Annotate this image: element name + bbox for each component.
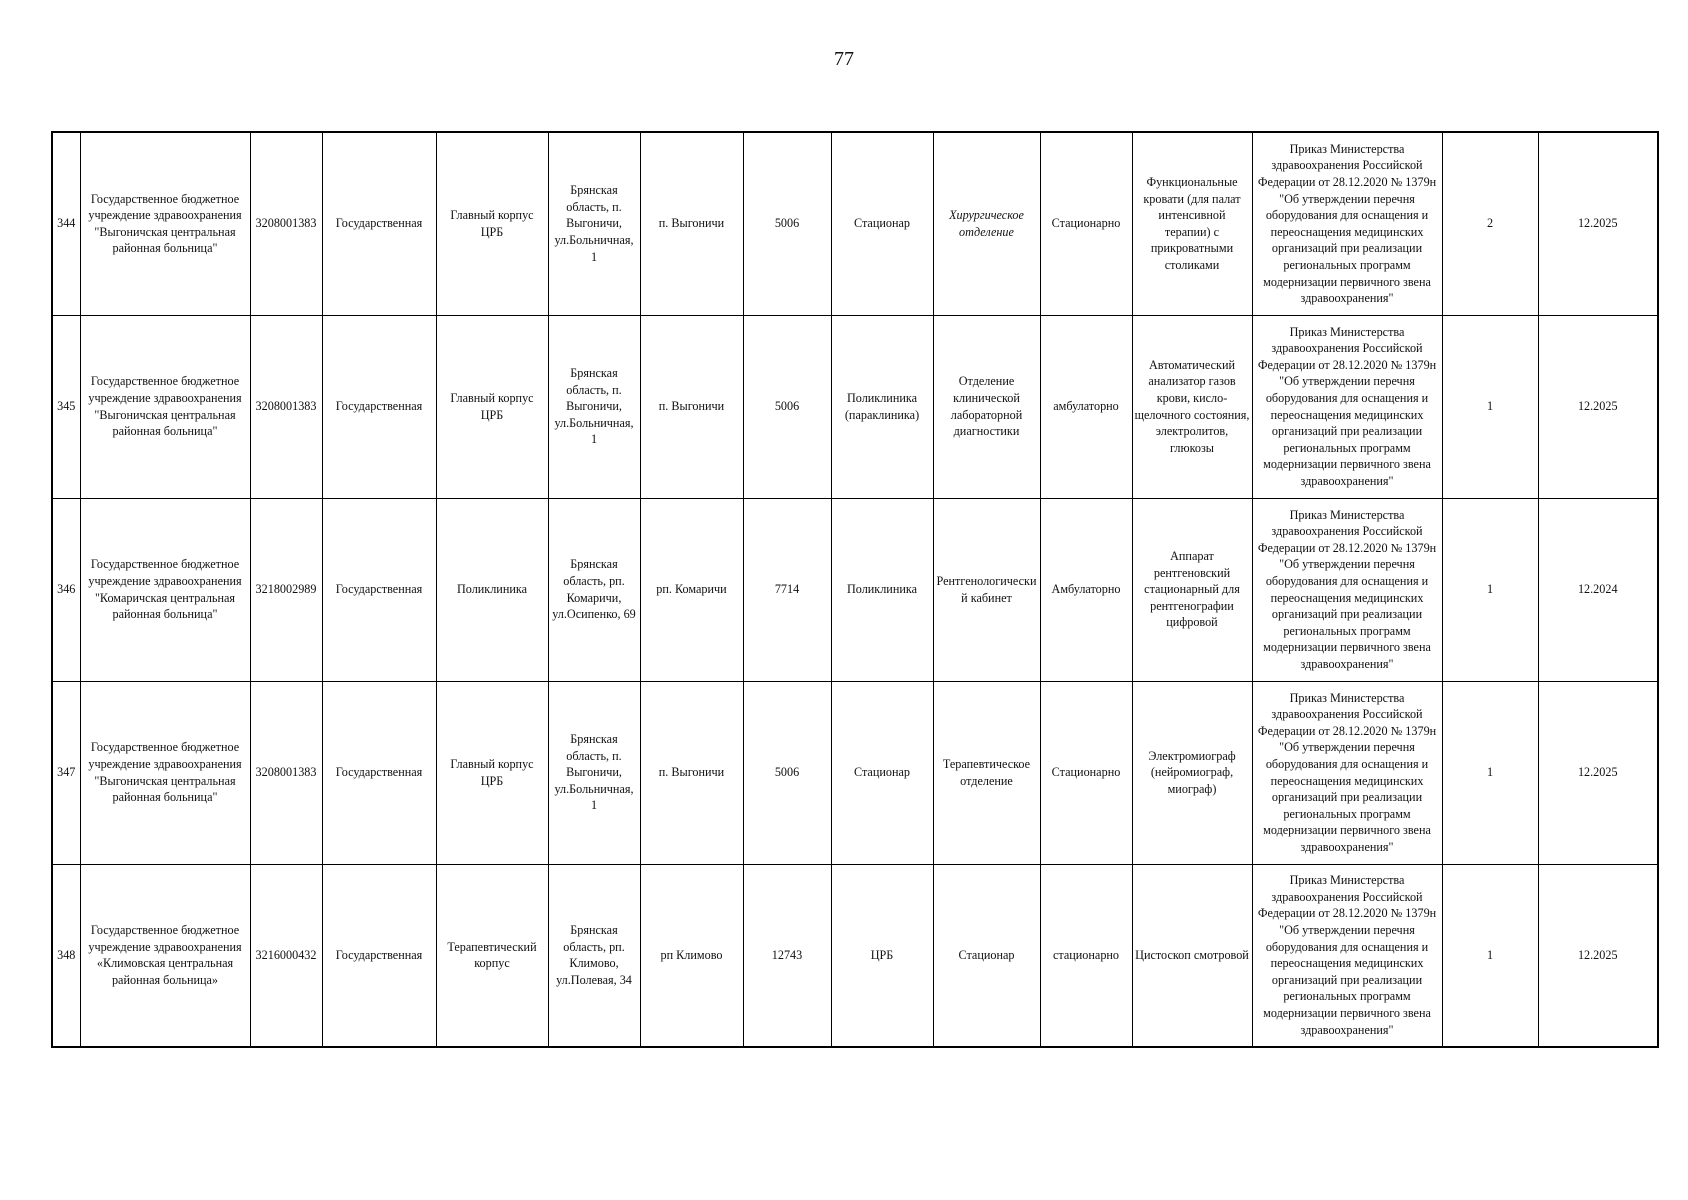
equipment-cell: Цистоскоп смотровой <box>1132 864 1252 1047</box>
order-cell: Приказ Министерства здравоохранения Российской Федерации от 28.12.2020 № 1379н "Об утверждении перечня оборудования для оснащения и переоснащения медицинских организаций при реализации региональных программ модернизации первичного звена здравоохранения" <box>1252 132 1442 315</box>
care-type-cell: Поликлиника <box>831 498 933 681</box>
date-cell: 12.2025 <box>1538 864 1658 1047</box>
table-row <box>52 864 1658 1047</box>
organization-cell: Государственное бюджетное учреждение здравоохранения "Выгоничская центральная районная больница" <box>80 132 250 315</box>
address-cell: Брянская область, п. Выгоничи, ул.Больничная, 1 <box>548 132 640 315</box>
ownership-form-cell: Государственная <box>322 864 436 1047</box>
inn-cell: 3218002989 <box>250 498 322 681</box>
address-cell: Брянская область, п. Выгоничи, ул.Больничная, 1 <box>548 315 640 498</box>
address-cell: Брянская область, п. Выгоничи, ул.Больничная, 1 <box>548 681 640 864</box>
ownership-form-cell: Государственная <box>322 498 436 681</box>
address-cell: Брянская область, рп. Климово, ул.Полевая, 34 <box>548 864 640 1047</box>
row-number-cell: 348 <box>52 864 80 1047</box>
care-type-cell: Поликлиника (параклиника) <box>831 315 933 498</box>
condition-cell: Стационарно <box>1040 681 1132 864</box>
condition-cell: Стационарно <box>1040 132 1132 315</box>
code-cell: 12743 <box>743 864 831 1047</box>
equipment-cell: Функциональные кровати (для палат интенсивной терапии) с прикроватными столиками <box>1132 132 1252 315</box>
department-cell: Хирургическое отделение <box>933 132 1040 315</box>
condition-cell: стационарно <box>1040 864 1132 1047</box>
date-cell: 12.2025 <box>1538 681 1658 864</box>
code-cell: 5006 <box>743 132 831 315</box>
quantity-cell: 1 <box>1442 681 1538 864</box>
address-cell: Брянская область, рп. Комаричи, ул.Осипенко, 69 <box>548 498 640 681</box>
table-row <box>52 132 1658 315</box>
inn-cell: 3208001383 <box>250 681 322 864</box>
equipment-register-table <box>51 131 1659 1048</box>
locality-cell: п. Выгоничи <box>640 315 743 498</box>
row-number-cell: 344 <box>52 132 80 315</box>
organization-cell: Государственное бюджетное учреждение здравоохранения "Выгоничская центральная районная больница" <box>80 681 250 864</box>
building-cell: Главный корпус ЦРБ <box>436 132 548 315</box>
building-cell: Терапевтический корпус <box>436 864 548 1047</box>
inn-cell: 3208001383 <box>250 315 322 498</box>
locality-cell: рп Климово <box>640 864 743 1047</box>
department-cell: Терапевтическое отделение <box>933 681 1040 864</box>
date-cell: 12.2025 <box>1538 132 1658 315</box>
row-number-cell: 347 <box>52 681 80 864</box>
department-cell: Рентгенологический кабинет <box>933 498 1040 681</box>
department-cell: Отделение клинической лабораторной диагностики <box>933 315 1040 498</box>
ownership-form-cell: Государственная <box>322 132 436 315</box>
order-cell: Приказ Министерства здравоохранения Российской Федерации от 28.12.2020 № 1379н "Об утверждении перечня оборудования для оснащения и переоснащения медицинских организаций при реализации региональных программ модернизации первичного звена здравоохранения" <box>1252 315 1442 498</box>
row-number-cell: 345 <box>52 315 80 498</box>
order-cell: Приказ Министерства здравоохранения Российской Федерации от 28.12.2020 № 1379н "Об утверждении перечня оборудования для оснащения и переоснащения медицинских организаций при реализации региональных программ модернизации первичного звена здравоохранения" <box>1252 681 1442 864</box>
code-cell: 7714 <box>743 498 831 681</box>
care-type-cell: ЦРБ <box>831 864 933 1047</box>
ownership-form-cell: Государственная <box>322 315 436 498</box>
building-cell: Главный корпус ЦРБ <box>436 681 548 864</box>
row-number-cell: 346 <box>52 498 80 681</box>
page-number: 77 <box>834 48 854 70</box>
equipment-cell: Автоматический анализатор газов крови, кисло-щелочного состояния, электролитов, глюкозы <box>1132 315 1252 498</box>
locality-cell: п. Выгоничи <box>640 132 743 315</box>
quantity-cell: 1 <box>1442 864 1538 1047</box>
table-row <box>52 315 1658 498</box>
organization-cell: Государственное бюджетное учреждение здравоохранения "Комаричская центральная районная больница" <box>80 498 250 681</box>
date-cell: 12.2025 <box>1538 315 1658 498</box>
locality-cell: рп. Комаричи <box>640 498 743 681</box>
care-type-cell: Стационар <box>831 132 933 315</box>
quantity-cell: 1 <box>1442 315 1538 498</box>
building-cell: Поликлиника <box>436 498 548 681</box>
inn-cell: 3216000432 <box>250 864 322 1047</box>
equipment-cell: Аппарат рентгеновский стационарный для рентгенографии цифровой <box>1132 498 1252 681</box>
inn-cell: 3208001383 <box>250 132 322 315</box>
order-cell: Приказ Министерства здравоохранения Российской Федерации от 28.12.2020 № 1379н "Об утверждении перечня оборудования для оснащения и переоснащения медицинских организаций при реализации региональных программ модернизации первичного звена здравоохранения" <box>1252 864 1442 1047</box>
care-type-cell: Стационар <box>831 681 933 864</box>
condition-cell: амбулаторно <box>1040 315 1132 498</box>
date-cell: 12.2024 <box>1538 498 1658 681</box>
quantity-cell: 1 <box>1442 498 1538 681</box>
code-cell: 5006 <box>743 681 831 864</box>
order-cell: Приказ Министерства здравоохранения Российской Федерации от 28.12.2020 № 1379н "Об утверждении перечня оборудования для оснащения и переоснащения медицинских организаций при реализации региональных программ модернизации первичного звена здравоохранения" <box>1252 498 1442 681</box>
locality-cell: п. Выгоничи <box>640 681 743 864</box>
building-cell: Главный корпус ЦРБ <box>436 315 548 498</box>
code-cell: 5006 <box>743 315 831 498</box>
table-row <box>52 681 1658 864</box>
organization-cell: Государственное бюджетное учреждение здравоохранения «Климовская центральная районная больница» <box>80 864 250 1047</box>
quantity-cell: 2 <box>1442 132 1538 315</box>
condition-cell: Амбулаторно <box>1040 498 1132 681</box>
table-body <box>52 132 1658 1047</box>
department-cell: Стационар <box>933 864 1040 1047</box>
equipment-cell: Электромиограф (нейромиограф, миограф) <box>1132 681 1252 864</box>
table-row <box>52 498 1658 681</box>
organization-cell: Государственное бюджетное учреждение здравоохранения "Выгоничская центральная районная больница" <box>80 315 250 498</box>
ownership-form-cell: Государственная <box>322 681 436 864</box>
